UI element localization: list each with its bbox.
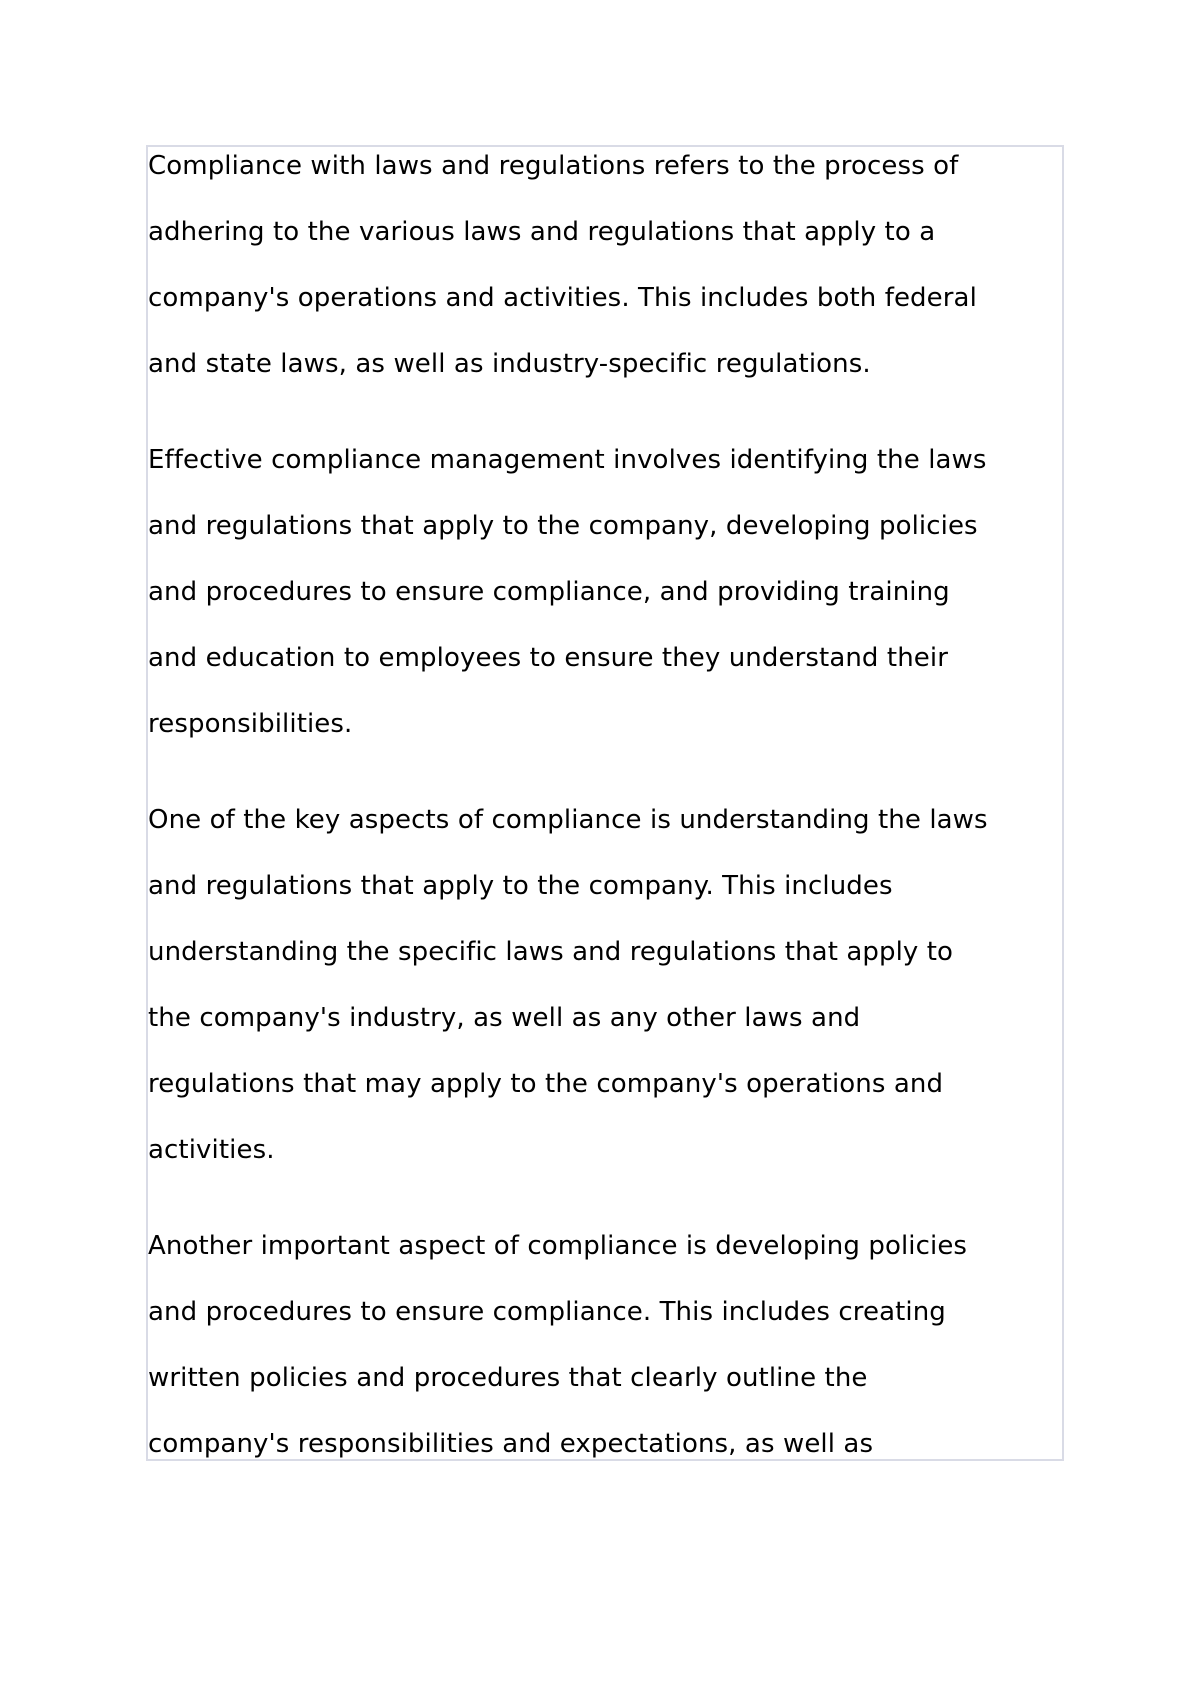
paragraph-line: Effective compliance management involves identifying the laws xyxy=(148,445,987,475)
paragraph-line: Another important aspect of compliance is developing policies xyxy=(148,1231,968,1261)
paragraph-line: the company's industry, as well as any other laws and xyxy=(148,1003,861,1033)
paragraph-line: company's operations and activities. This includes both federal xyxy=(148,283,977,313)
paragraph-line: company's responsibilities and expectations, as well as xyxy=(148,1429,874,1459)
paragraph-line: activities. xyxy=(148,1135,275,1165)
paragraph-line: and state laws, as well as industry-specific regulations. xyxy=(148,349,871,379)
paragraph-3 xyxy=(148,787,1062,1183)
paragraph-line: regulations that may apply to the company's operations and xyxy=(148,1069,944,1099)
paragraph-4 xyxy=(148,1213,1062,1461)
paragraph-line: Compliance with laws and regulations refers to the process of xyxy=(148,151,959,181)
paragraph-line: and regulations that apply to the company, developing policies xyxy=(148,511,978,541)
document-text-frame xyxy=(146,145,1064,1461)
paragraph-line: adhering to the various laws and regulations that apply to a xyxy=(148,217,936,247)
paragraph-line: and procedures to ensure compliance, and providing training xyxy=(148,577,950,607)
paragraph-line: written policies and procedures that clearly outline the xyxy=(148,1363,868,1393)
paragraph-line: One of the key aspects of compliance is understanding the laws xyxy=(148,805,988,835)
paragraph-2 xyxy=(148,427,1062,757)
paragraph-line: and procedures to ensure compliance. This includes creating xyxy=(148,1297,946,1327)
paragraph-line: understanding the specific laws and regulations that apply to xyxy=(148,937,954,967)
paragraph-line: and regulations that apply to the company. This includes xyxy=(148,871,893,901)
paragraph-line: responsibilities. xyxy=(148,709,353,739)
paragraph-1 xyxy=(148,145,1062,397)
paragraph-line: and education to employees to ensure they understand their xyxy=(148,643,948,673)
